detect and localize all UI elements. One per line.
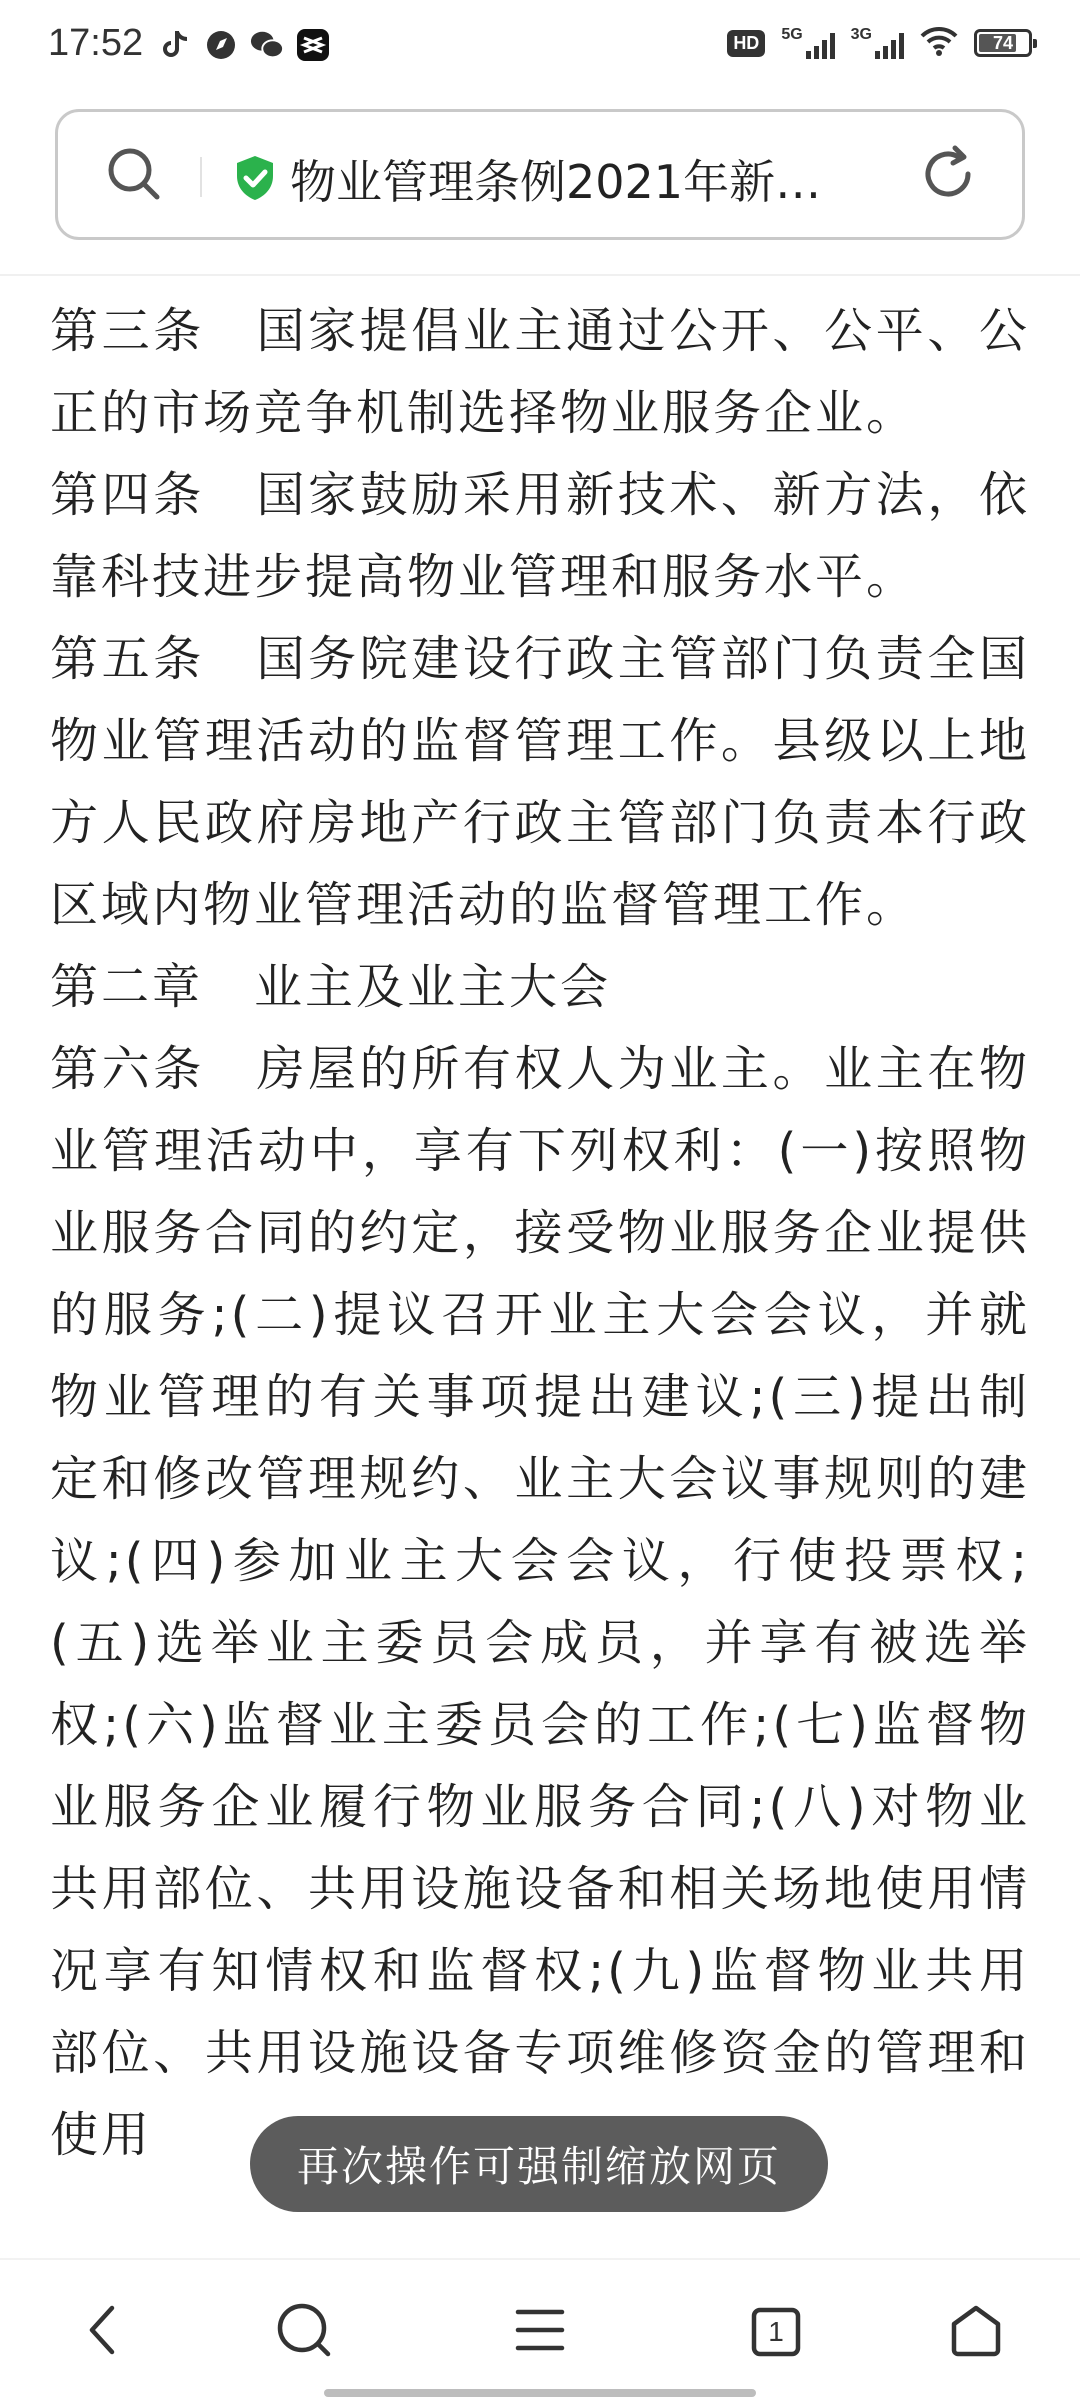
battery-icon (974, 29, 1032, 57)
secure-shield-icon[interactable] (233, 154, 277, 206)
back-button[interactable] (62, 2292, 142, 2372)
wechat-icon (250, 28, 284, 62)
status-time: 17:52 (48, 22, 144, 64)
article-paragraph-4: 第四条 国家鼓励采用新技术、新方法，依靠科技进步提高物业管理和服务水平。 (50, 467, 1030, 605)
address-bar[interactable] (55, 109, 1025, 240)
chapter-heading: 第二章 业主及业主大会 (50, 959, 612, 1015)
hd-badge: HD (727, 30, 765, 57)
article-paragraph-5: 第五条 国务院建设行政主管部门负责全国物业管理活动的监督管理工作。县级以上地方人民政府房地产行政主管部门负责本行政区域内物业管理活动的监督管理工作。 (50, 631, 1030, 933)
address-title[interactable]: 物业管理条例2021年新… (290, 155, 822, 209)
compass-icon (204, 28, 238, 62)
tabs-button[interactable] (736, 2292, 816, 2372)
search-button[interactable] (264, 2292, 344, 2372)
refresh-icon[interactable] (918, 144, 978, 208)
menu-icon (515, 2306, 565, 2358)
header-separator (0, 274, 1080, 276)
home-icon (948, 2302, 1004, 2362)
search-icon (274, 2300, 334, 2364)
status-app-icons (158, 28, 330, 62)
status-indicators (727, 26, 1032, 60)
article-paragraph-3: 第三条 国家提倡业主通过公开、公平、公正的市场竞争机制选择物业服务企业。 (50, 303, 1030, 441)
battery-level-text: 74 (992, 32, 1014, 53)
network-3g-label: 3G (850, 26, 872, 43)
zoom-toast (250, 2116, 828, 2212)
search-icon[interactable] (106, 146, 162, 210)
tabs-icon (751, 2307, 801, 2357)
address-divider (200, 157, 202, 197)
menu-button[interactable] (500, 2292, 580, 2372)
tiktok-icon (158, 28, 192, 62)
capcut-icon (296, 28, 330, 62)
home-indicator[interactable] (324, 2389, 756, 2397)
signal-3g-icon (851, 27, 904, 59)
signal-5g-icon (781, 27, 834, 59)
article-paragraph-6: 第六条 房屋的所有权人为业主。业主在物业管理活动中，享有下列权利：(一)按照物业服务合同的约定，接受物业服务企业提供的服务;(二)提议召开业主大会会议，并就物业管理的有关事项提出建议;(三)提出制定和修改管理规约、业主大会议事规则的建议;(四)参加业主大会会议，行使投票权;(五)选举业主委员会成员，并享有被选举权;(六)监督业主委员会的工作;(七)监督物业服务企业履行物业服务合同;(八)对物业共用部位、共用设施设备和相关场地使用情况享有知情权和监督权;(九)监督物业共用部位、共用设施设备专项维修资金的管理和使用 (50, 1041, 1030, 2163)
bottom-nav (0, 2258, 1080, 2404)
home-button[interactable] (936, 2292, 1016, 2372)
wifi-icon (920, 26, 958, 60)
status-bar (0, 0, 1080, 96)
network-5g-label: 5G (781, 26, 803, 43)
back-icon (82, 2302, 122, 2362)
article-content[interactable] (50, 290, 1030, 2258)
tab-count: 1 (768, 2316, 784, 2347)
toast-message: 再次操作可强制缩放网页 (296, 2142, 781, 2191)
